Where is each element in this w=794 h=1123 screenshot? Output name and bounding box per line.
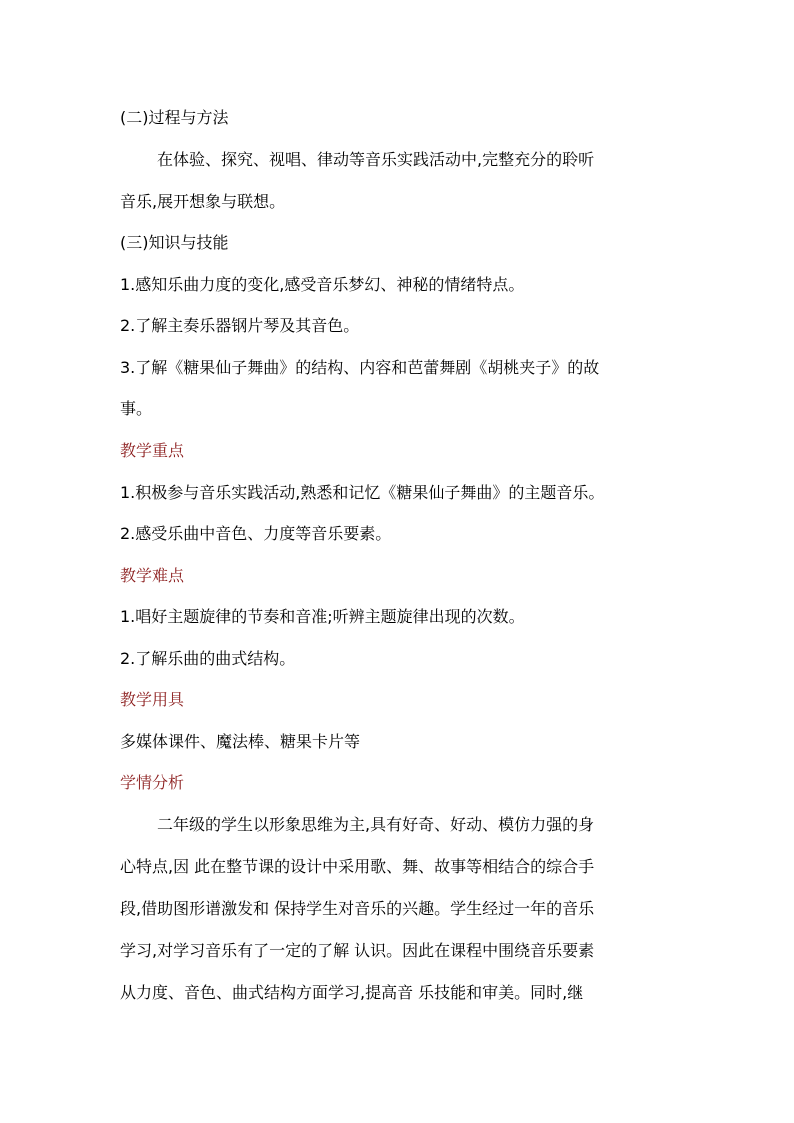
list-item: 2.了解乐曲的曲式结构。 [120,649,296,668]
heading-analysis: 学情分析 [120,773,185,792]
tools-text: 多媒体课件、魔法棒、糖果卡片等 [120,732,361,751]
list-item: 1.感知乐曲力度的变化,感受音乐梦幻、神秘的情绪特点。 [120,275,525,294]
section-title-knowledge-skills: (三)知识与技能 [120,233,229,252]
analysis-line: 二年级的学生以形象思维为主,具有好奇、好动、模仿力强的身 [157,815,595,834]
analysis-line: 从力度、音色、曲式结构方面学习,提高音 乐技能和审美。同时,继 [120,983,584,1002]
paragraph-line: 在体验、探究、视唱、律动等音乐实践活动中,完整充分的聆听 [157,150,595,169]
list-item: 2.感受乐曲中音色、力度等音乐要素。 [120,524,392,543]
list-item: 1.积极参与音乐实践活动,熟悉和记忆《糖果仙子舞曲》的主题音乐。 [120,483,605,502]
analysis-line: 学习,对学习音乐有了一定的了解 认识。因此在课程中围绕音乐要素 [120,941,595,960]
list-item-continuation: 事。 [120,399,153,418]
paragraph-line: 音乐,展开想象与联想。 [120,192,286,211]
heading-difficulties: 教学难点 [120,566,185,585]
analysis-line: 段,借助图形谱激发和 保持学生对音乐的兴趣。学生经过一年的音乐 [120,899,595,918]
heading-key-points: 教学重点 [120,441,185,460]
heading-tools: 教学用具 [120,690,185,709]
section-title-process-methods: (二)过程与方法 [120,108,229,127]
list-item: 3.了解《糖果仙子舞曲》的结构、内容和芭蕾舞剧《胡桃夹子》的故 [120,358,600,377]
list-item: 1.唱好主题旋律的节奏和音准;听辨主题旋律出现的次数。 [120,607,525,626]
analysis-line: 心特点,因 此在整节课的设计中采用歌、舞、故事等相结合的综合手 [120,857,595,876]
list-item: 2.了解主奏乐器钢片琴及其音色。 [120,316,360,335]
